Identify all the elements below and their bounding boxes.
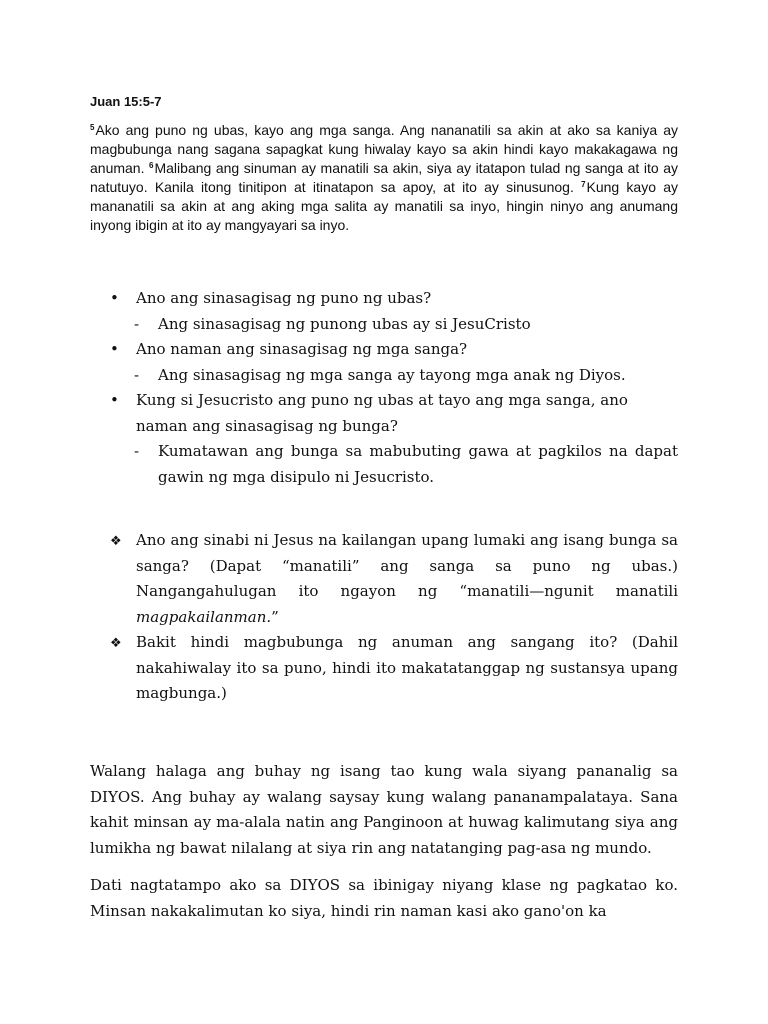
body-paragraph: Walang halaga ang buhay ng isang tao kung wala siyang pananalig sa DIYOS. Ang buhay ay walang saysay kung walang pananampalataya. Sana kahit minsan ay ma-alala natin ang Panginoon at huwag kalimutang siya ang lumikha ng bawat nilalang at siya rin ang natatanging pag-asa ng mundo.: [90, 762, 678, 857]
diamond-bullet-icon: ❖: [110, 534, 122, 549]
dash-icon: -: [134, 442, 140, 460]
question-item: [90, 286, 678, 312]
discussion-points: [90, 528, 678, 707]
bullet-icon: •: [110, 391, 119, 409]
question-text: Ano ang sinasagisag ng puno ng ubas?: [136, 289, 432, 307]
diamond-bullet-icon: ❖: [110, 636, 122, 651]
bullet-icon: •: [110, 289, 119, 307]
question-text: Kung si Jesucristo ang puno ng ubas at tayo ang mga sanga, ano naman ang sinasagisag ng bunga?: [136, 391, 628, 435]
scripture-heading: Juan 15:5-7: [90, 94, 162, 109]
verse-5-text: Ako ang puno ng ubas, kayo ang mga sanga. Ang nananatili sa akin at ako sa kaniya ay magbubunga nang sagana sapagkat kung hiwalay kayo sa akin hindi kayo makakagawa ng anuman.: [90, 122, 678, 176]
point-text: Ano ang sinabi ni Jesus na kailangan upang lumaki ang isang bunga sa sanga? (Dapat “manatili” ang sanga sa puno ng ubas.) Nangangahulugan ito ngayon ng “manatili—ngunit manatili: [136, 531, 678, 600]
discussion-point: [90, 630, 678, 707]
question-item: [90, 388, 678, 439]
point-italic-text: magpakailanman.: [136, 607, 272, 626]
scripture-passage: [90, 121, 678, 235]
verse-number-6: 6: [149, 161, 154, 170]
answer-item: [90, 312, 678, 338]
point-text: Bakit hindi magbubunga ng anuman ang sangang ito? (Dahil nakahiwalay ito sa puno, hindi ito makatatanggap ng sustansya upang magbunga.): [136, 633, 678, 702]
body-paragraph: Dati nagtatampo ako sa DIYOS sa ibinigay niyang klase ng pagkatao ko. Minsan nakakalimutan ko siya, hindi rin naman kasi ako gano'on ka: [90, 876, 678, 920]
answer-item: [90, 439, 678, 490]
dash-icon: -: [134, 314, 140, 333]
answer-text: Ang sinasagisag ng mga sanga ay tayong mga anak ng Diyos.: [158, 365, 626, 384]
dash-icon: -: [134, 365, 140, 384]
verse-7-text: Kung kayo ay mananatili sa akin at ang aking mga salita ay manatili sa inyo, hingin ninyo ang anumang inyong ibigin at ito ay mangyayari sa inyo.: [90, 179, 678, 233]
question-text: Ano naman ang sinasagisag ng mga sanga?: [136, 340, 468, 358]
discussion-point: [90, 528, 678, 630]
point-tail-text: ”: [271, 607, 279, 626]
verse-6-text: Malibang ang sinuman ay manatili sa akin, siya ay itatapon tulad ng sanga at ito ay natutuyo. Kanila itong tinitipon at itinatapon sa apoy, at ito ay sinusunog.: [90, 160, 678, 195]
question-answer-list: [90, 286, 678, 490]
verse-number-5: 5: [90, 123, 95, 132]
answer-text: Kumatawan ang bunga sa mabubuting gawa at pagkilos na dapat gawin ng mga disipulo ni Jesucristo.: [158, 442, 678, 486]
question-item: [90, 337, 678, 363]
answer-item: [90, 363, 678, 389]
bullet-icon: •: [110, 340, 119, 358]
answer-text: Ang sinasagisag ng punong ubas ay si JesuCristo: [158, 314, 531, 333]
verse-number-7: 7: [581, 180, 586, 189]
